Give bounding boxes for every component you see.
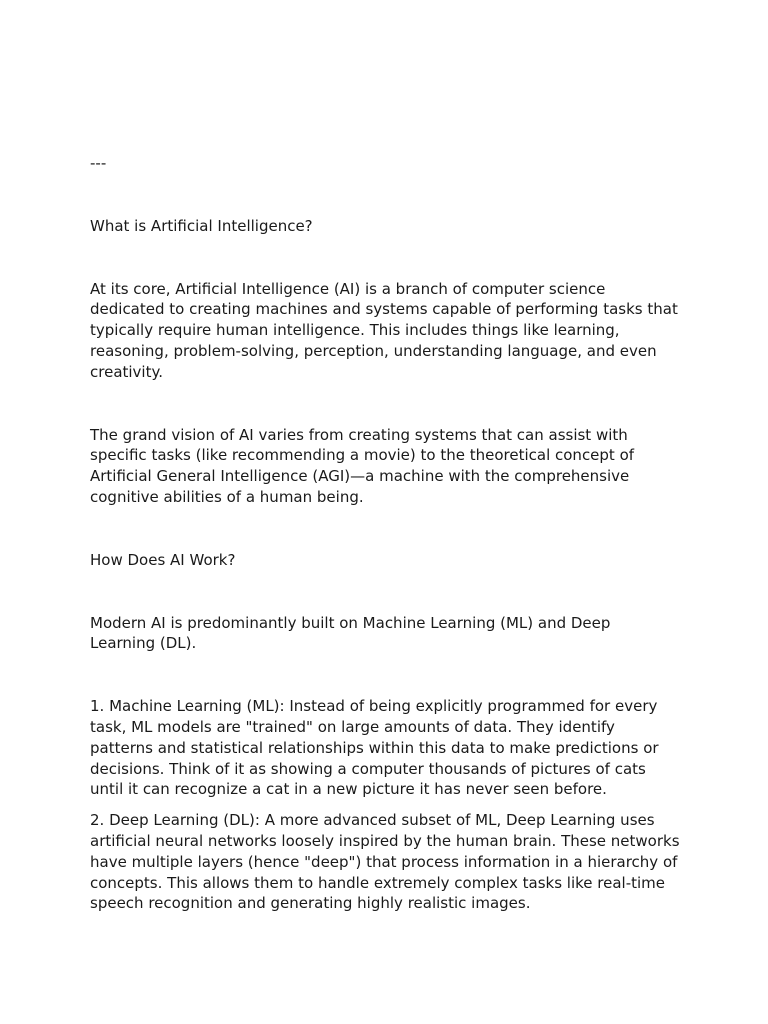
paragraph-ai-definition: At its core, Artificial Intelligence (AI) is a branch of computer science dedicated to creating machines and systems capable of performing tasks that typically require human intelligence. This includes things like learning, reasoning, problem-solving, perception, understanding language, and even creativity. bbox=[90, 279, 678, 381]
document-body bbox=[90, 153, 680, 914]
list-item-machine-learning: 1. Machine Learning (ML): Instead of being explicitly programmed for every task, ML models are "trained" on large amounts of data. They identify patterns and statistical relationships within this data to make predictions or decisions. Think of it as showing a computer thousands of pictures of cats until it can recognize a cat in a new picture it has never seen before. bbox=[90, 697, 659, 799]
paragraph-ml-dl-intro: Modern AI is predominantly built on Machine Learning (ML) and Deep Learning (DL). bbox=[90, 613, 611, 653]
list-item-deep-learning: 2. Deep Learning (DL): A more advanced subset of ML, Deep Learning uses artificial neural networks loosely inspired by the human brain. These networks have multiple layers (hence "deep") that process information in a hierarchy of concepts. This allows them to handle extremely complex tasks like real-time speech recognition and generating highly realistic images. bbox=[90, 811, 680, 913]
heading-how-ai-works: How Does AI Work? bbox=[90, 550, 236, 569]
paragraph-ai-vision: The grand vision of AI varies from creating systems that can assist with specific tasks (like recommending a movie) to the theoretical concept of Artificial General Intelligence (AGI)—a machine with the comprehensive cognitive abilities of a human being. bbox=[90, 425, 635, 506]
section-separator: --- bbox=[90, 154, 107, 172]
heading-what-is-ai: What is Artificial Intelligence? bbox=[90, 216, 313, 235]
